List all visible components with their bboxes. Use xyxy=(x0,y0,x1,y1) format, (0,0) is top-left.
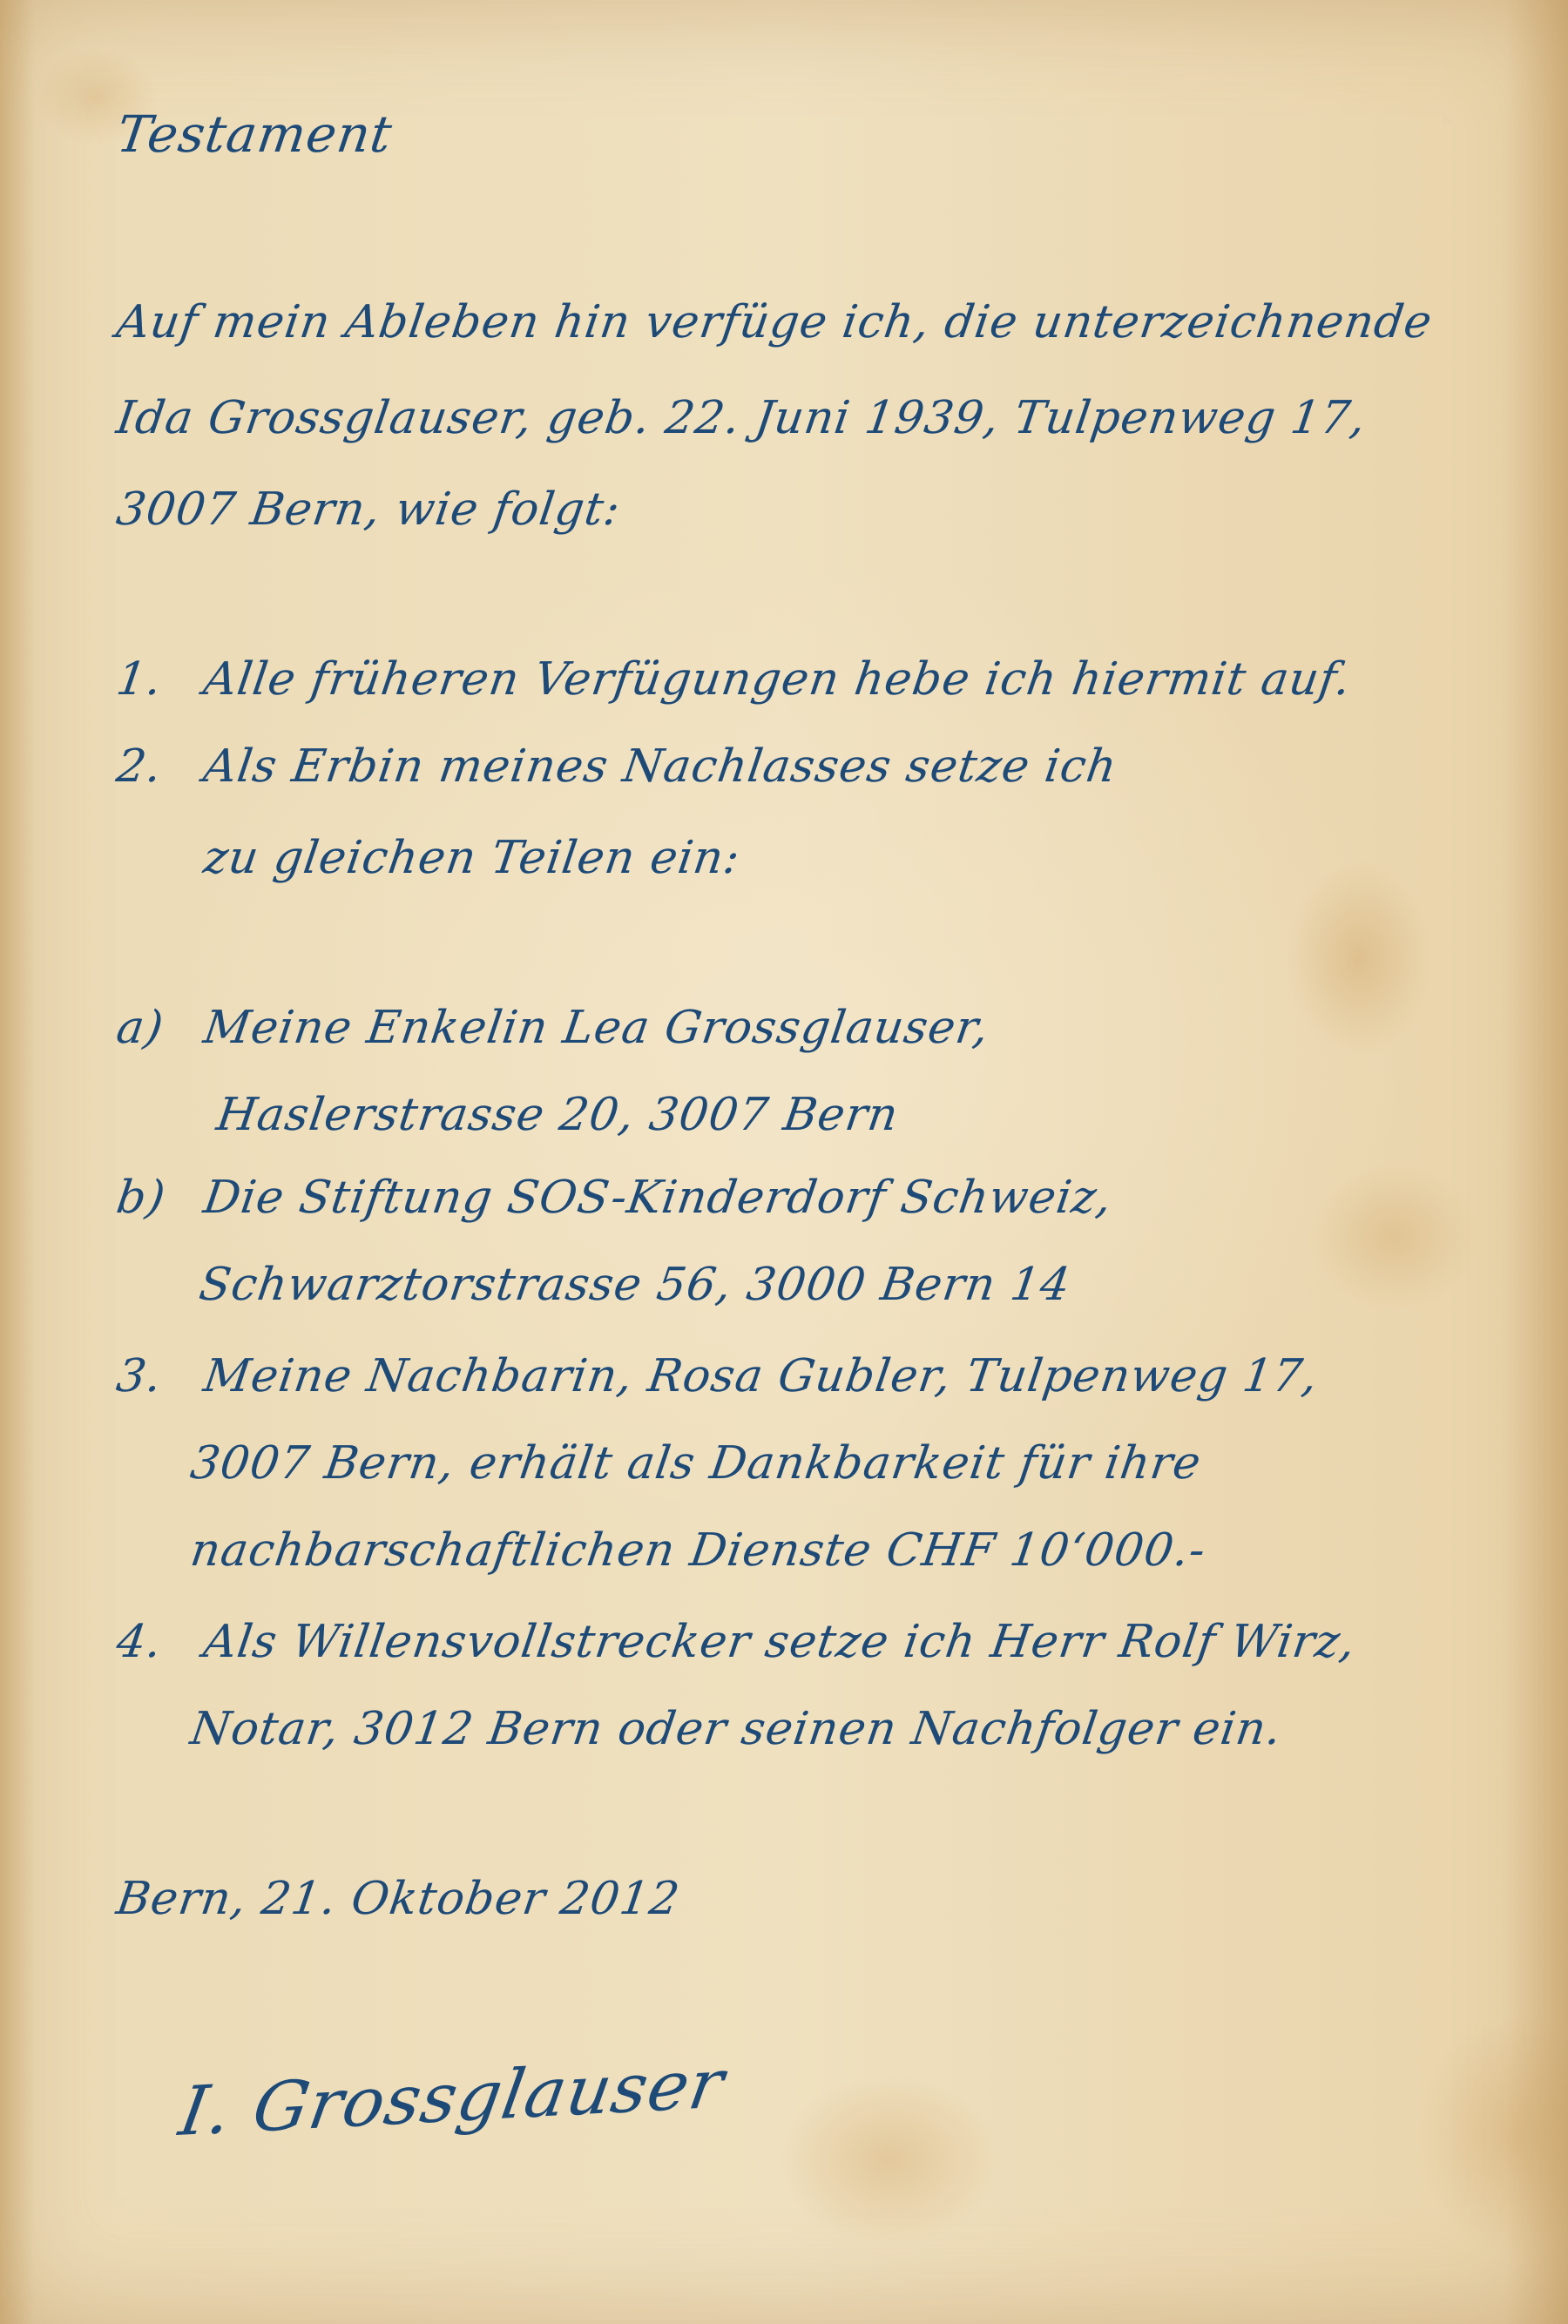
clause-number: 4. xyxy=(113,1616,166,1668)
intro-line: Auf mein Ableben hin verfüge ich, die unterzeichnende xyxy=(113,296,1436,348)
heir-text: Haslerstrasse 20, 3007 Bern xyxy=(213,1089,902,1141)
clause-number: 2. xyxy=(113,740,166,793)
place-date: Bern, 21. Oktober 2012 xyxy=(113,1873,684,1925)
clause-text: nachbarschaftlichen Dienste CHF 10‘000.- xyxy=(187,1524,1210,1577)
clause-text: Notar, 3012 Bern oder seinen Nachfolger ein. xyxy=(187,1703,1286,1755)
clause-text: Alle früheren Verfügungen hebe ich hiermit auf. xyxy=(200,653,1355,706)
heir-b xyxy=(113,1172,1116,1224)
clause-text: Meine Nachbarin, Rosa Gubler, Tulpenweg 17, xyxy=(200,1350,1322,1402)
clause-2 xyxy=(113,740,1120,793)
intro-line: 3007 Bern, wie folgt: xyxy=(113,483,625,536)
document-title: Testament xyxy=(113,105,396,164)
clause-4 xyxy=(113,1616,1359,1668)
clause-3 xyxy=(113,1350,1321,1402)
intro-line: Ida Grossglauser, geb. 22. Juni 1939, Tulpenweg 17, xyxy=(113,392,1370,444)
clause-number: 3. xyxy=(113,1350,166,1402)
clause-text: zu gleichen Teilen ein: xyxy=(200,832,744,884)
clause-1 xyxy=(113,653,1355,706)
heir-marker: a) xyxy=(113,1002,167,1054)
clause-text: 3007 Bern, erhält als Dankbarkeit für ihre xyxy=(187,1437,1205,1490)
heir-text: Meine Enkelin Lea Grossglauser, xyxy=(200,1002,993,1054)
clause-number: 1. xyxy=(113,653,166,706)
heir-text: Die Stiftung SOS-Kinderdorf Schweiz, xyxy=(200,1172,1116,1224)
heir-text: Schwarztorstrasse 56, 3000 Bern 14 xyxy=(196,1259,1074,1311)
signature: I. Grossglauser xyxy=(174,2044,730,2152)
heir-marker: b) xyxy=(113,1172,170,1224)
heir-a xyxy=(113,1002,992,1054)
clause-text: Als Willensvollstrecker setze ich Herr Rolf Wirz, xyxy=(200,1616,1360,1668)
clause-text: Als Erbin meines Nachlasses setze ich xyxy=(200,740,1121,793)
